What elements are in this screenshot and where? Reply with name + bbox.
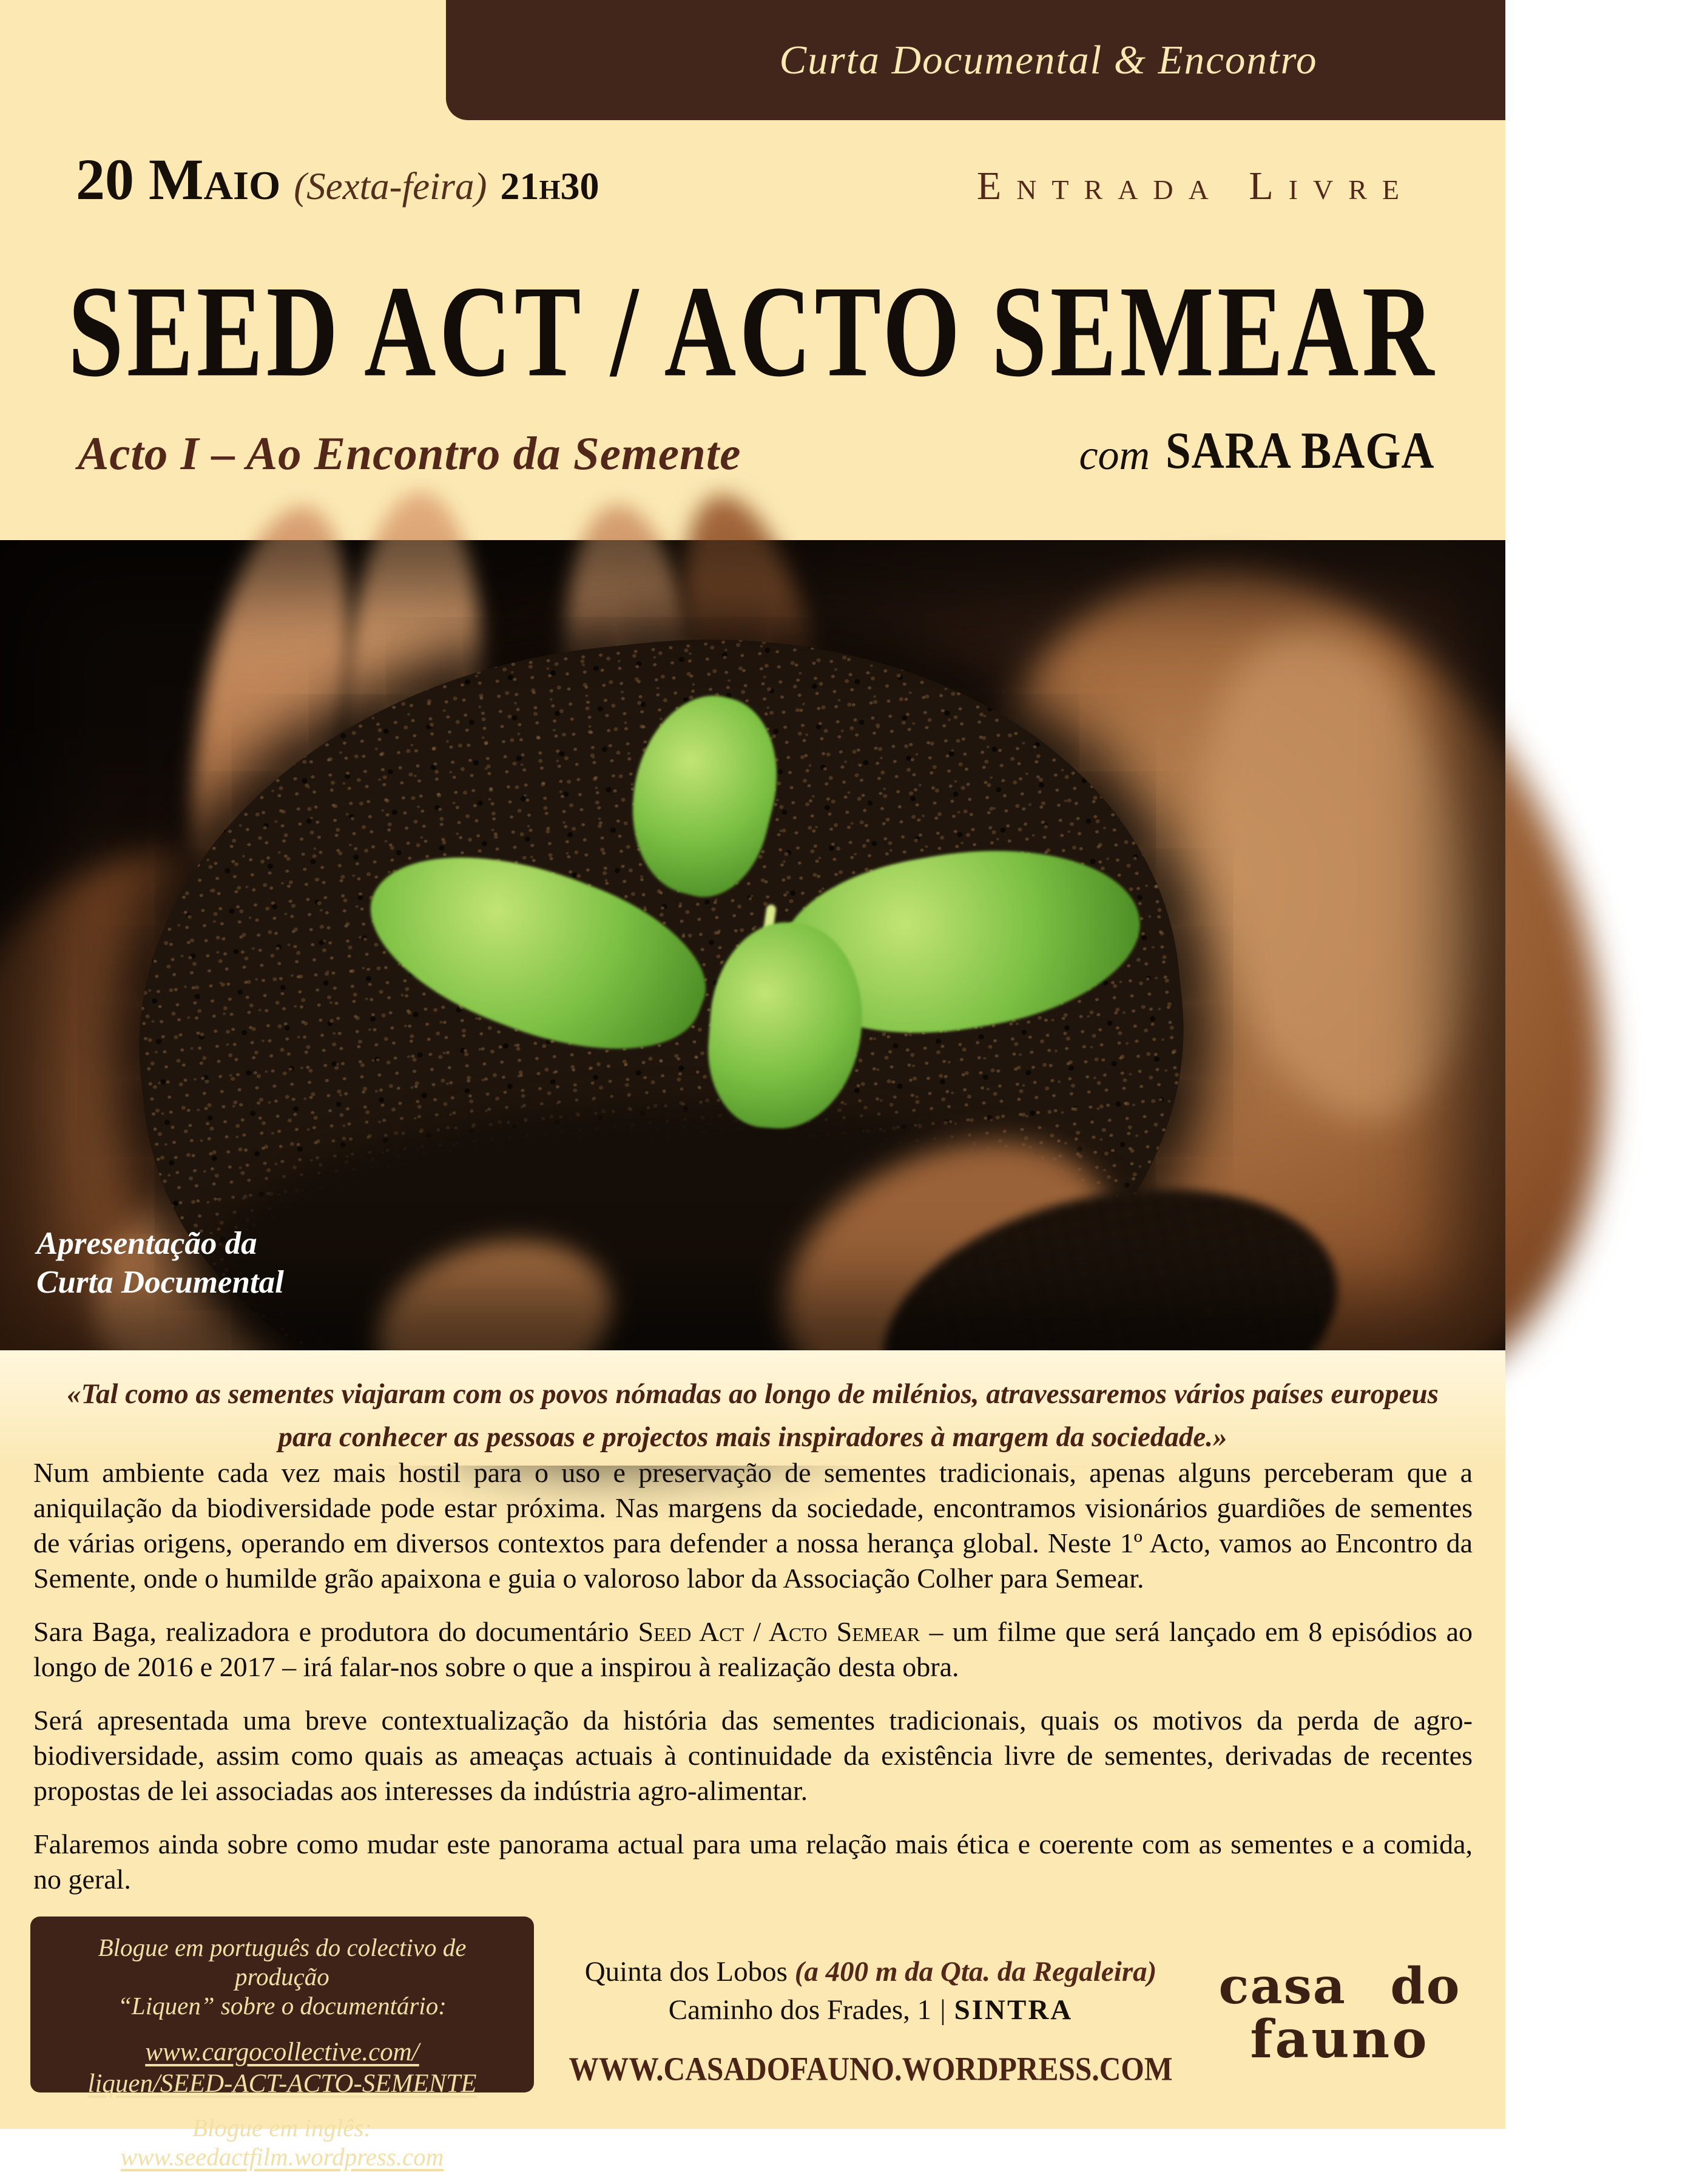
- venue-name: Quinta dos Lobos: [584, 1956, 795, 1988]
- speaker-group: [1079, 421, 1446, 481]
- venue-distance: (a 400 m da Qta. da Regaleira): [794, 1956, 1157, 1988]
- hands-seedling-photo: [0, 540, 1505, 1350]
- event-date: 20 Maio: [76, 147, 281, 212]
- blog-box-line3: [49, 2114, 516, 2172]
- casa-do-fauno-logo: [1197, 1957, 1482, 2071]
- body-paragraph-1: Num ambiente cada vez mais hostil para o uso e preservação de sementes tradicionais, apenas alguns perceberam que a aniquilação da biodiversidade pode estar próxima. Nas margens da sociedade, encontramos visionários guardiões de sementes de várias origens, operando em diversos contextos para defender a nossa herança global. Neste 1º Acto, vamos ao Encontro da Semente, onde o humilde grão apaixona e guia o valoroso labor da Associação Colher para Semear.: [33, 1457, 1473, 1594]
- venue-divider: |: [940, 1994, 946, 2026]
- blog-english-url: www.seedactfilm.wordpress.com: [120, 2143, 444, 2171]
- photo-caption: [36, 1225, 284, 1302]
- event-time: 21h30: [500, 164, 599, 208]
- venue-line1: [546, 1953, 1195, 1991]
- event-weekday: (Sexta-feira): [294, 165, 487, 208]
- blog-url-line2: liquen/SEED-ACT-ACTO-SEMENTE: [87, 2069, 477, 2098]
- venue-city: SINTRA: [954, 1994, 1073, 2026]
- top-banner: [446, 0, 1505, 120]
- venue-address: Caminho dos Frades, 1: [668, 1994, 932, 2026]
- event-title: SEED ACT / ACTO SEMEAR: [68, 259, 1437, 404]
- blog-box-line2: “Liquen” sobre o documentário:: [118, 1991, 447, 2020]
- date-row: [0, 147, 1505, 212]
- body-paragraph-3: Será apresentada uma breve contextualização da história das sementes tradicionais, quais os motivos da perda de agro-biodiversidade, assim como quais as ameaças actuais à continuidade da existência livre de sementes, derivadas de recentes propostas de lei associadas aos interesses da indústria agro-alimentar.: [33, 1704, 1473, 1806]
- quote-text: «Tal como as sementes viajaram com os povos nómadas ao longo de milénios, atravessaremos vários países europeus para conhecer as pessoas e projectos mais inspiradores à margem da sociedade.»: [67, 1378, 1439, 1453]
- event-subtitle: Acto I – Ao Encontro da Semente: [78, 427, 741, 479]
- logo-line1: casa do: [1218, 1957, 1461, 2015]
- date-time-group: [76, 147, 599, 212]
- admission-label: Entrada Livre: [976, 164, 1414, 208]
- photo-caption-line1: Apresentação da: [36, 1226, 257, 1261]
- blog-url-line1: www.cargocollective.com/: [145, 2037, 419, 2066]
- paragraph2-suffix: – um filme que será lançado em 8 episódios ao longo de 2016 e 2017 – irá falar-nos sobre o que a inspirou à realização desta obra.: [33, 1615, 1473, 1682]
- body-paragraph-2: [33, 1614, 1473, 1685]
- subtitle-row: [0, 421, 1505, 481]
- blog-info-box: [30, 1917, 534, 2171]
- blog-english-label: Blogue em inglês:: [192, 2114, 373, 2142]
- banner-title: Curta Documental & Encontro: [779, 37, 1318, 83]
- speaker-name: SARA BAGA: [1166, 421, 1435, 479]
- photo-caption-line2: Curta Documental: [36, 1264, 284, 1300]
- with-label: com: [1079, 432, 1150, 479]
- body-text: [33, 1455, 1473, 1915]
- blog-box-line1: Blogue em português do colectivo de produção: [98, 1933, 467, 1991]
- venue-block: [546, 1953, 1195, 2086]
- paragraph2-prefix: Sara Baga, realizadora e produtora do documentário: [33, 1615, 638, 1647]
- blog-box-spacer: [49, 2021, 516, 2037]
- venue-line2: [546, 1991, 1195, 2029]
- logo-line2: fauno: [1250, 2009, 1430, 2071]
- body-paragraph-4: Falaremos ainda sobre como mudar este panorama actual para uma relação mais ética e coerente com as sementes e a comida, no geral.: [33, 1828, 1473, 1895]
- venue-website: WWW.CASADOFAUNO.WORDPRESS.COM: [569, 2051, 1173, 2088]
- paragraph2-film-title: Seed Act / Acto Semear: [638, 1615, 920, 1647]
